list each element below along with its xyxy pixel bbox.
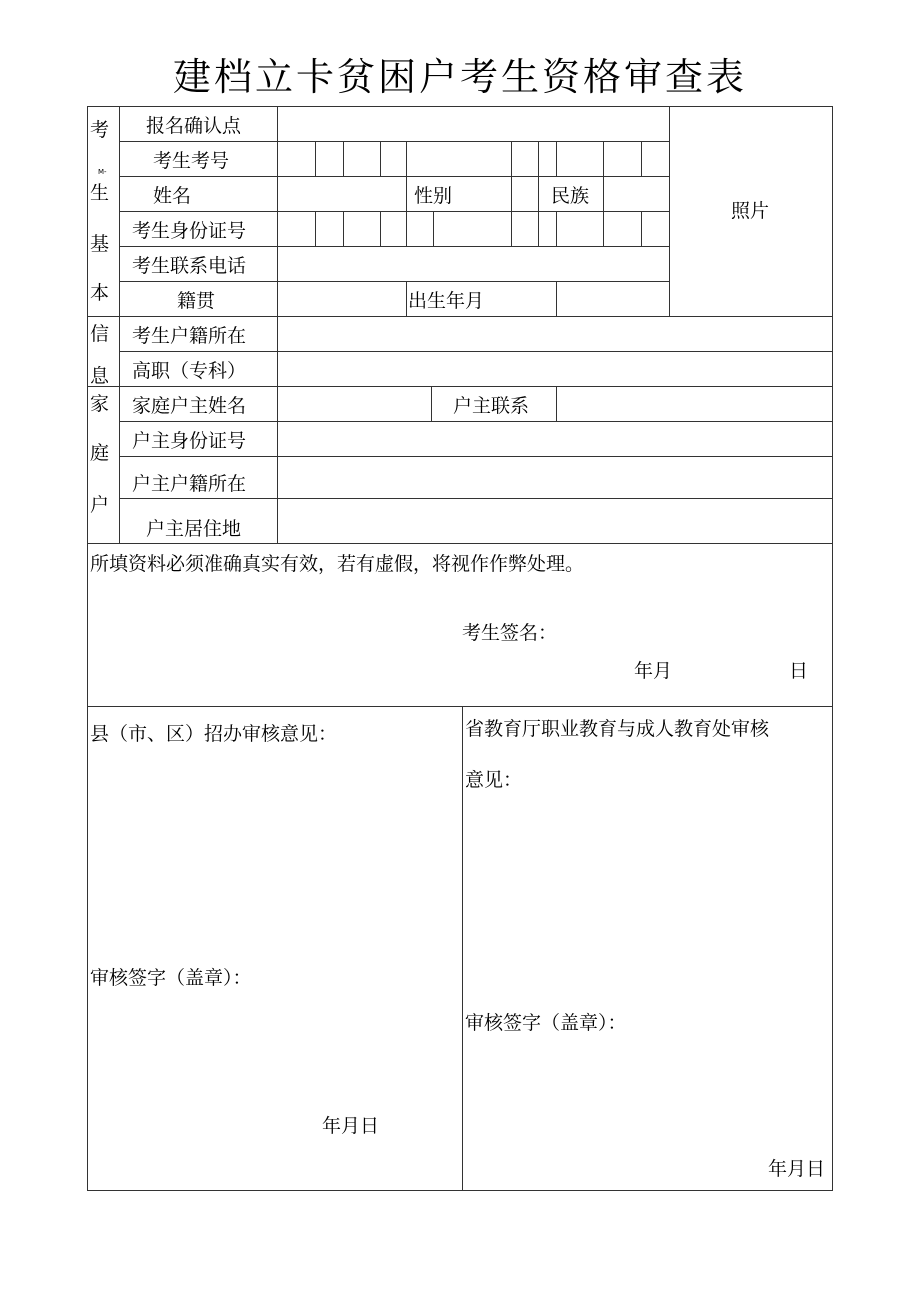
row-line	[87, 706, 833, 707]
digit-box-line	[538, 141, 539, 176]
province-signature-label: 审核签字（盖章）：	[465, 1012, 627, 1034]
exam-number-label: 考生考号	[153, 150, 230, 172]
name-label: 姓名	[153, 185, 192, 207]
head-contact-label: 户主联系	[453, 395, 530, 417]
col-line	[462, 706, 463, 1190]
head-household-label: 户主户籍所在	[132, 473, 247, 495]
id-number-label: 考生身份证号	[132, 220, 247, 242]
table-bottom-border	[87, 1190, 833, 1191]
digit-box-line	[538, 211, 539, 246]
digit-box-line	[556, 211, 557, 246]
table-right-border	[832, 106, 833, 1191]
row-line	[87, 543, 833, 544]
digit-box-line	[603, 211, 604, 246]
row-line	[119, 211, 669, 212]
row-line	[119, 176, 669, 177]
digit-box-line	[556, 141, 557, 176]
photo-label: 照片	[731, 200, 770, 222]
head-id-label: 户主身份证号	[132, 430, 247, 452]
col-line	[119, 106, 120, 543]
side-label-char: 户	[90, 494, 110, 516]
digit-box-line	[641, 141, 642, 176]
side-label-mark: M-	[98, 168, 107, 176]
side-label-char: 家	[90, 393, 110, 415]
side-label-char: 考	[90, 119, 110, 141]
digit-box-line	[343, 141, 344, 176]
row-line	[119, 246, 669, 247]
county-review-title: 县（市、区）招办审核意见：	[90, 723, 338, 745]
col-line	[406, 176, 407, 211]
col-line	[669, 106, 670, 316]
household-location-label: 考生户籍所在	[132, 325, 247, 347]
digit-box-line	[315, 141, 316, 176]
side-label-char: 庭	[90, 442, 110, 464]
side-label-char: 息	[90, 365, 110, 384]
digit-box-line	[380, 141, 381, 176]
table-left-border	[87, 106, 88, 1191]
declaration-date-ym: 年月	[634, 660, 673, 682]
side-label-char: 本	[90, 282, 110, 304]
page-title: 建档立卡贫困户考生资格审查表	[172, 55, 747, 99]
county-date: 年月日	[322, 1115, 380, 1137]
side-label-char: 基	[90, 233, 110, 255]
native-place-label: 籍贯	[177, 290, 216, 312]
gender-label: 性别	[414, 185, 453, 207]
digit-box-line	[380, 211, 381, 246]
student-signature-label: 考生签名：	[462, 622, 558, 644]
phone-label: 考生联系电话	[132, 255, 247, 277]
county-signature-label: 审核签字（盖章）：	[90, 967, 252, 989]
row-line	[119, 141, 669, 142]
birth-month-label: 出生年月	[408, 290, 485, 312]
vocational-label: 高职（专科）	[132, 360, 247, 382]
row-line	[119, 421, 833, 422]
col-line	[277, 106, 278, 543]
head-residence-label: 户主居住地	[146, 518, 242, 540]
col-line	[556, 281, 557, 316]
table-top-border	[87, 106, 833, 107]
registration-point-label: 报名确认点	[146, 115, 242, 137]
row-line	[87, 316, 833, 317]
col-line	[603, 176, 604, 211]
digit-box-line	[315, 211, 316, 246]
row-line	[119, 351, 833, 352]
side-label-char: 生	[90, 182, 110, 204]
col-line	[538, 176, 539, 211]
row-line	[119, 281, 669, 282]
col-line	[431, 386, 432, 421]
col-line	[511, 176, 512, 211]
ethnicity-label: 民族	[551, 185, 590, 207]
province-date: 年月日	[768, 1158, 826, 1180]
digit-box-line	[433, 211, 434, 246]
digit-box-line	[511, 141, 512, 176]
digit-box-line	[406, 211, 407, 246]
digit-box-line	[603, 141, 604, 176]
row-line	[119, 498, 833, 499]
digit-box-line	[511, 211, 512, 246]
digit-box-line	[641, 211, 642, 246]
declaration-text: 所填资料必须准确真实有效，若有虚假，将视作作弊处理。	[90, 553, 585, 575]
province-review-title: 省教育厅职业教育与成人教育处审核	[465, 718, 770, 740]
digit-box-line	[406, 141, 407, 176]
col-line	[556, 386, 557, 421]
col-line	[406, 281, 407, 316]
head-name-label: 家庭户主姓名	[132, 395, 247, 417]
declaration-date-d: 日	[789, 660, 809, 682]
province-review-title-cont: 意见：	[465, 769, 523, 791]
side-label-char: 信	[90, 323, 110, 345]
row-line	[87, 386, 833, 387]
digit-box-line	[343, 211, 344, 246]
row-line	[119, 456, 833, 457]
